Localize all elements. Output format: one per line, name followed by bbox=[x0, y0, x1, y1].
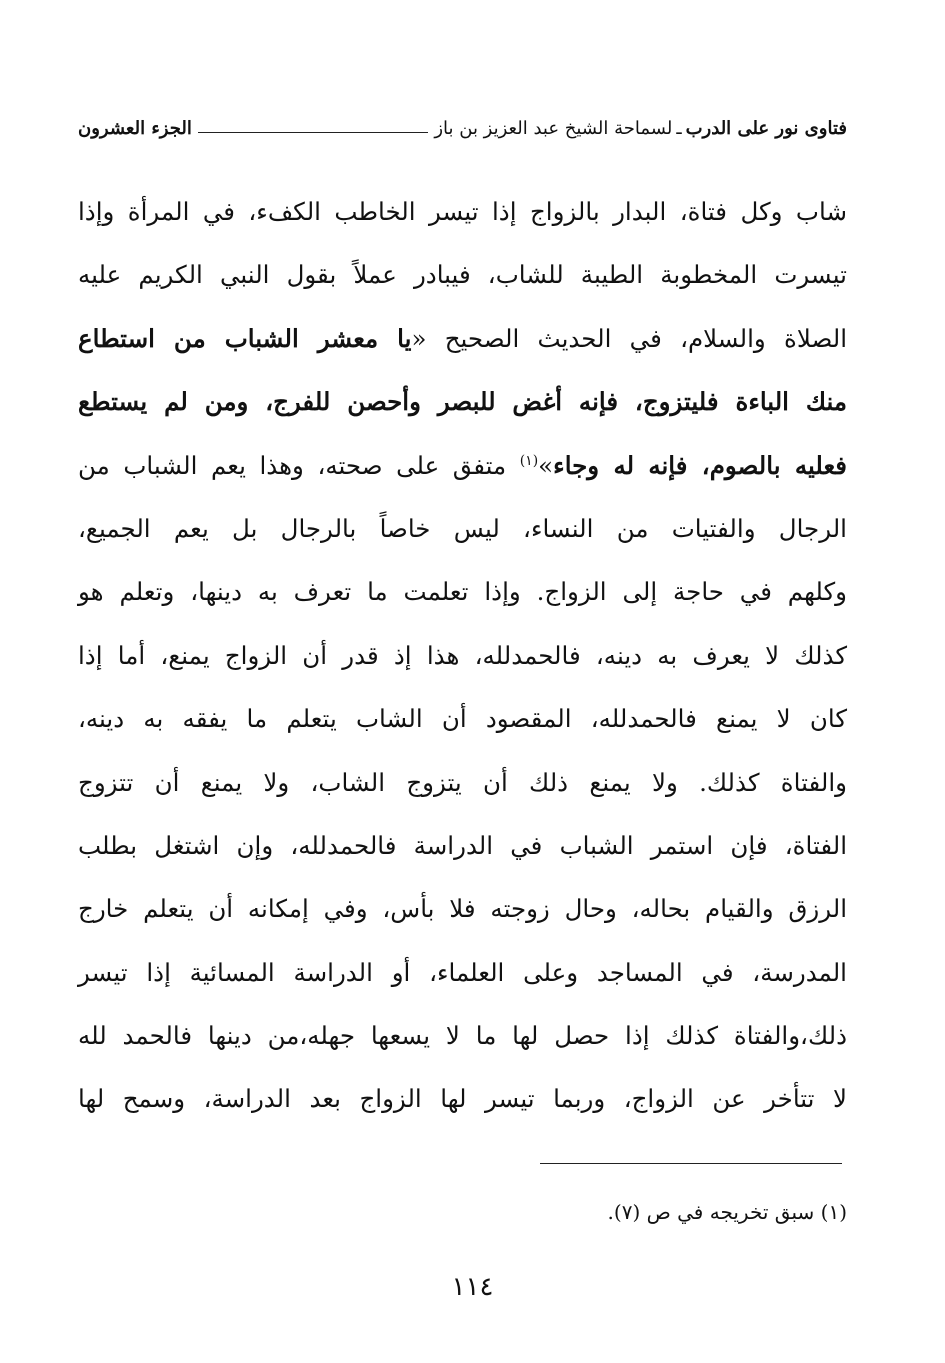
header-dash: ـ bbox=[676, 117, 682, 139]
text-line-content bbox=[78, 324, 847, 353]
text-line-content bbox=[78, 387, 847, 416]
page-number: ١١٤ bbox=[451, 1272, 494, 1302]
text-run: متفق على صحته، وهذا يعم الشباب من bbox=[78, 450, 520, 480]
text-line bbox=[78, 434, 847, 497]
book-title: فتاوى نور على الدرب bbox=[685, 117, 847, 139]
text-line bbox=[78, 370, 847, 433]
hadith-text: منك الباءة فليتزوج، فإنه أغض للبصر وأحصن للفرج، ومن لم يستطع bbox=[78, 387, 847, 417]
text-run: المدرسة، في المساجد وعلى العلماء، أو الدراسة المسائية إذا تيسر bbox=[78, 957, 847, 987]
text-run: والفتاة كذلك. ولا يمنع ذلك أن يتزوج الشاب، ولا يمنع أن تتزوج bbox=[78, 767, 847, 797]
text-line bbox=[78, 1067, 847, 1130]
header-rule bbox=[198, 132, 429, 133]
text-line-content bbox=[78, 641, 847, 670]
text-run: الصلاة والسلام، في الحديث الصحيح « bbox=[411, 323, 847, 353]
text-run: تيسرت المخطوبة الطيبة للشاب، فيبادر عملاً بقول النبي الكريم عليه bbox=[78, 260, 847, 290]
text-line-content bbox=[78, 197, 847, 226]
text-line-content bbox=[78, 704, 847, 733]
text-line-content bbox=[78, 831, 847, 860]
text-line-content bbox=[78, 577, 847, 606]
text-run: وكلهم في حاجة إلى الزواج. وإذا تعلمت ما تعرف به دينها، وتعلم هو bbox=[78, 577, 847, 607]
text-line-content bbox=[78, 768, 847, 797]
text-line bbox=[78, 307, 847, 370]
text-line-content bbox=[78, 1084, 847, 1113]
footnote-ref: (١) bbox=[519, 452, 539, 469]
part-title: الجزء العشرون bbox=[78, 117, 192, 139]
text-run: الرزق والقيام بحاله، وحال زوجته فلا بأس، وفي إمكانه أن يتعلم خارج bbox=[78, 894, 847, 924]
text-line-content bbox=[78, 958, 847, 987]
author-name: لسماحة الشيخ عبد العزيز بن باز bbox=[434, 117, 673, 139]
text-line bbox=[78, 1004, 847, 1067]
footnote-separator bbox=[540, 1163, 842, 1164]
text-line-content bbox=[78, 451, 847, 480]
text-run: الفتاة، فإن استمر الشباب في الدراسة فالحمدلله، وإن اشتغل بطلب bbox=[78, 830, 847, 860]
text-line bbox=[78, 877, 847, 940]
text-line bbox=[78, 180, 847, 243]
text-line bbox=[78, 751, 847, 814]
text-line bbox=[78, 243, 847, 306]
text-run: الرجال والفتيات من النساء، ليس خاصاً بالرجال بل يعم الجميع، bbox=[78, 513, 847, 543]
text-line bbox=[78, 687, 847, 750]
text-run: شاب وكل فتاة، البدار بالزواج إذا تيسر الخاطب الكفء، في المرأة وإذا bbox=[78, 197, 847, 226]
running-header bbox=[78, 108, 847, 148]
text-run: لا تتأخر عن الزواج، وربما تيسر لها الزواج بعد الدراسة، وسمح لها bbox=[78, 1084, 847, 1114]
text-line bbox=[78, 624, 847, 687]
text-line bbox=[78, 560, 847, 623]
hadith-text: فعليه بالصوم، فإنه له وجاء bbox=[553, 450, 847, 480]
text-run: كان لا يمنع فالحمدلله، المقصود أن الشاب يتعلم ما يفقه به دينه، bbox=[78, 704, 847, 734]
text-line bbox=[78, 941, 847, 1004]
main-text bbox=[78, 180, 847, 1131]
footnote: (١) سبق تخريجه في ص (٧). bbox=[607, 1200, 847, 1224]
text-run: كذلك لا يعرف به دينه، فالحمدلله، هذا إذ قدر أن الزواج يمنع، أما إذا bbox=[78, 640, 847, 670]
text-line bbox=[78, 497, 847, 560]
text-line bbox=[78, 814, 847, 877]
text-line-content bbox=[78, 894, 847, 923]
text-line-content bbox=[78, 260, 847, 289]
text-line-content bbox=[78, 1021, 847, 1050]
text-run: » bbox=[538, 450, 554, 480]
text-run: ذلك،والفتاة كذلك إذا حصل لها ما لا يسعها جهله،من دينها فالحمد لله bbox=[78, 1021, 847, 1051]
text-line-content bbox=[78, 514, 847, 543]
hadith-text: يا معشر الشباب من استطاع bbox=[78, 323, 412, 353]
